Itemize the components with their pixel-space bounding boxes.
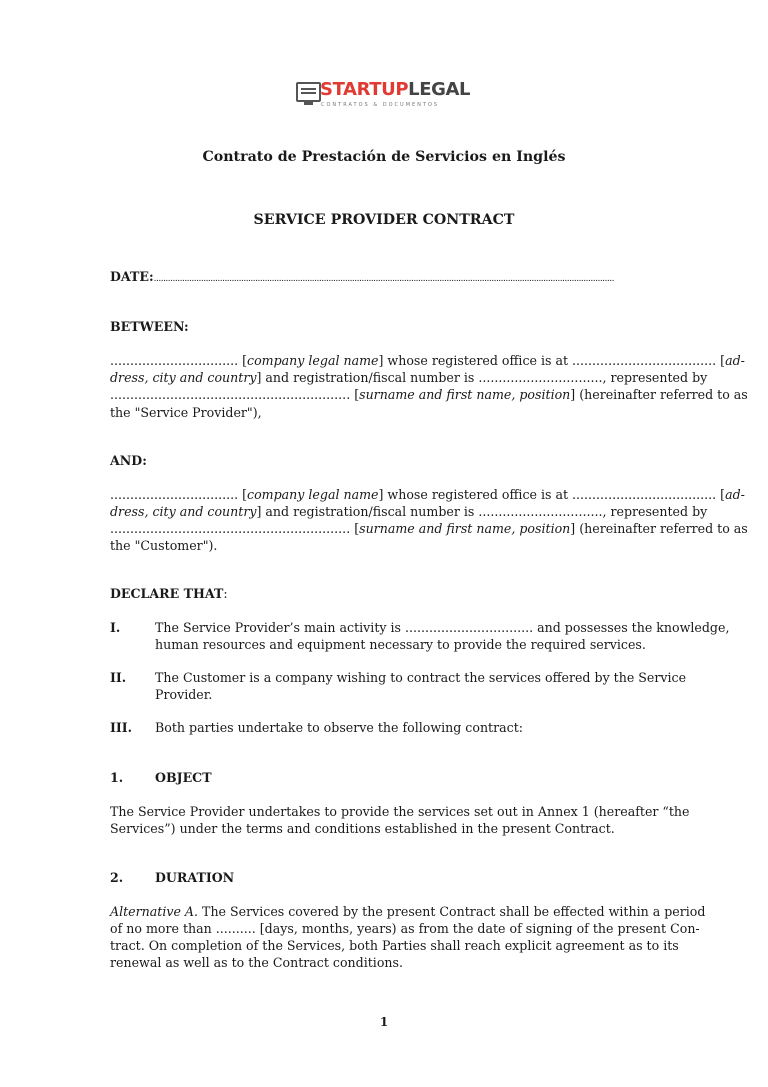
section-title: DURATION — [155, 870, 235, 885]
logo-tagline: CONTRATOS & DOCUMENTOS — [321, 102, 440, 108]
document-title: Contrato de Prestación de Servicios en Inglés — [202, 149, 566, 165]
and-heading: AND: — [110, 453, 147, 468]
monitor-icon — [296, 82, 321, 102]
section-number: 2. — [110, 870, 124, 885]
between-heading: BETWEEN: — [110, 319, 189, 334]
section-title: OBJECT — [155, 770, 212, 785]
page-number: 1 — [379, 1015, 389, 1029]
declare-heading: DECLARE THAT: — [110, 586, 228, 601]
section-number: 1. — [110, 770, 124, 785]
document-page: STARTUPLEGAL CONTRATOS & DOCUMENTOS Contrato de Prestación de Servicios en Inglés SERVICE PROVIDER CONTRACT DATE:................................................................................................................................................................................................... BETWEEN: ................................ [company legal name] whose registered office is at .................................... [ad- dress, city and country] and registration/fiscal number is ..............................., represented by ............................................................ [surname and first name, position] (hereinafter referred to as the "Service Provider"), AND: ................................ [company legal name] whose registered office is at .................................... [ad- dress, city and country] and registration/fiscal number is ..............................., represented by ............................................................ [surname and first name, position] (hereinafter referred to as the "Customer"). DECLARE THAT: I. The Service Provider’s main activity is ................................ and possesses the knowledge, human resources and equipment necessary to provide the required services. II. The Customer is a company wishing to contract the services offered by the Service Provider. III. Both parties undertake to observe the following contract: 1. OBJECT The Service Provider undertakes to provide the services set out in Annex 1 (hereafter “the Services”) under the terms and conditions established in the present Contract. 2. DURATION Alternative A. The Services covered by the present Contract shall be effected within a period of no more than .......... [days, months, years) as from the date of signing of the present Con- tract. On completion of the Services, both Parties shall reach explicit agreement as to its renewal as well as to the Contract conditions. 1 — [0, 0, 768, 1087]
contract-title: SERVICE PROVIDER CONTRACT — [253, 212, 515, 228]
date-line: DATE:................................................................................................................................................................................................... — [110, 269, 614, 284]
startuplegal-logo: STARTUPLEGAL CONTRATOS & DOCUMENTOS — [296, 79, 466, 113]
